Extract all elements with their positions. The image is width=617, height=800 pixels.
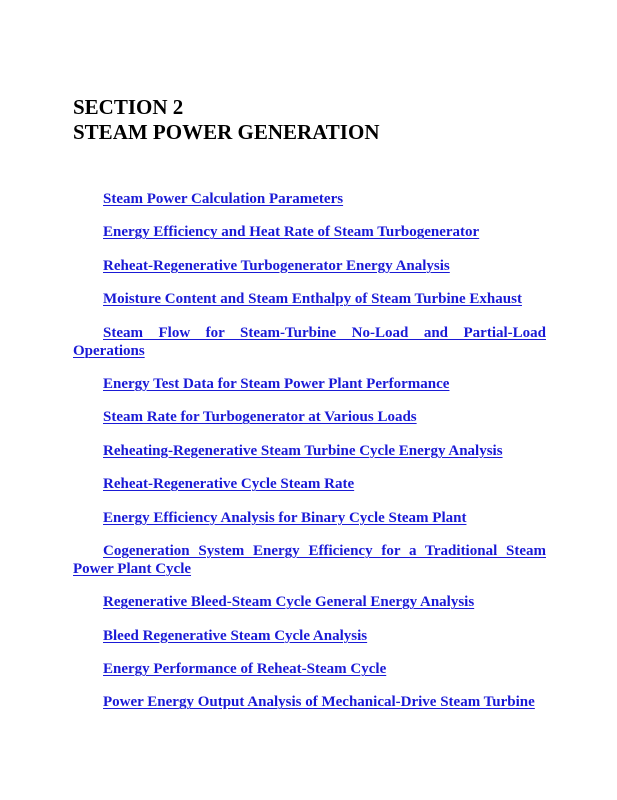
toc-link-reheat-steam-cycle[interactable]: Energy Performance of Reheat-Steam Cycle (103, 661, 387, 678)
toc-item (73, 257, 546, 275)
toc-item (73, 375, 546, 393)
section-heading (73, 95, 379, 145)
toc-link-steam-power-calculation-parameters[interactable]: Steam Power Calculation Parameters (103, 191, 344, 207)
toc-link-regenerative-bleed-steam[interactable]: Regenerative Bleed-Steam Cycle General Energy Analysis (103, 594, 475, 611)
section-title: STEAM POWER GENERATION (73, 120, 380, 144)
toc-link-energy-efficiency-heat-rate[interactable]: Energy Efficiency and Heat Rate of Steam Turbogenerator (103, 224, 480, 241)
toc-item (73, 660, 546, 678)
toc-item (73, 290, 546, 308)
toc-link-energy-test-data[interactable]: Energy Test Data for Steam Power Plant Performance (103, 375, 450, 392)
toc-link-reheating-regenerative-cycle[interactable]: Reheating-Regenerative Steam Turbine Cycle Energy Analysis (103, 442, 503, 459)
toc-link-mechanical-drive-turbine[interactable]: Power Energy Output Analysis of Mechanical-Drive Steam Turbine (103, 694, 535, 711)
toc-link-bleed-regenerative-analysis[interactable]: Bleed Regenerative Steam Cycle Analysis (103, 627, 368, 644)
toc-item (73, 190, 546, 208)
toc-link-steam-rate-various-loads[interactable]: Steam Rate for Turbogenerator at Various Loads (103, 409, 417, 426)
toc-item (73, 627, 546, 645)
section-number: SECTION 2 (73, 95, 184, 119)
toc-item (73, 475, 546, 493)
toc-link-cogeneration-system[interactable]: Cogeneration System Energy Efficiency for a Traditional Steam Power Plant Cycle (73, 542, 546, 577)
toc-item (73, 693, 546, 711)
toc-item (73, 509, 546, 527)
toc-link-reheat-regenerative-turbogenerator[interactable]: Reheat-Regenerative Turbogenerator Energy Analysis (103, 257, 450, 274)
toc-item (73, 593, 546, 611)
toc-item (73, 442, 546, 460)
toc-item (73, 542, 546, 578)
toc-link-moisture-content-enthalpy[interactable]: Moisture Content and Steam Enthalpy of Steam Turbine Exhaust (103, 291, 522, 308)
toc-item (73, 324, 546, 360)
toc-item (73, 223, 546, 241)
table-of-contents (73, 190, 546, 727)
toc-link-steam-flow-no-load[interactable]: Steam Flow for Steam-Turbine No-Load and Partial-Load Operations (73, 324, 546, 359)
toc-link-binary-cycle[interactable]: Energy Efficiency Analysis for Binary Cycle Steam Plant (103, 509, 467, 526)
toc-link-reheat-regenerative-steam-rate[interactable]: Reheat-Regenerative Cycle Steam Rate (103, 476, 355, 493)
toc-item (73, 408, 546, 426)
